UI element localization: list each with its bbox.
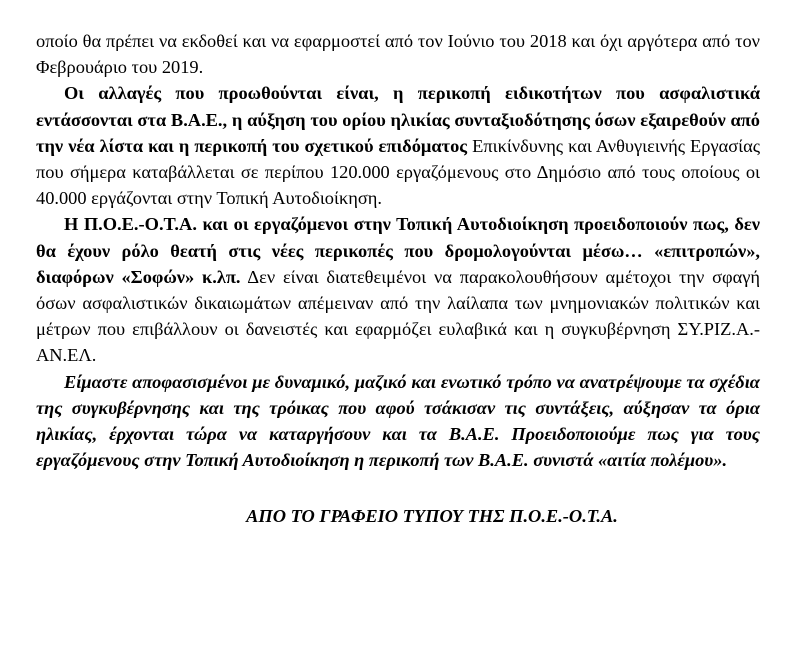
paragraph-3-bold: Η Π.Ο.Ε.-Ο.Τ.Α. και οι εργαζόμενοι στην Τοπική Αυτοδιοίκηση προειδοποιούν πως, δεν θα έχουν ρόλο θεατή στις νέες περικοπές που δρομολογούνται μέσω… «επιτροπών», διαφόρων «Σοφών» κ.λπ. bbox=[36, 214, 760, 287]
press-office-signature: ΑΠΟ ΤΟ ΓΡΑΦΕΙΟ ΤΥΠΟΥ ΤΗΣ Π.Ο.Ε.-Ο.Τ.Α. bbox=[246, 506, 618, 527]
paragraph-2-bold: Οι αλλαγές που προωθούνται είναι, η περικοπή ειδικοτήτων που ασφαλιστικά εντάσσονται στα Β.Α.Ε., η αύξηση του ορίου ηλικίας συνταξιοδότησης όσων εξαιρεθούν από την νέα λίστα και η περικοπή του σχετικού επιδόματος bbox=[36, 83, 760, 156]
paragraph-4-bold-italic: Είμαστε αποφασισμένοι με δυναμικό, μαζικό και ενωτικό τρόπο να ανατρέψουμε τα σχέδια της συγκυβέρνησης και της τρόικας που αφού τσάκισαν τις συντάξεις, αύξησαν τα όρια ηλικίας, έρχονται τώρα να καταργήσουν και τα Β.Α.Ε. Προειδοποιούμε πως για τους εργαζόμενους στην Τοπική Αυτοδιοίκηση η περικοπή των Β.Α.Ε. συνιστά «αιτία πολέμου». bbox=[36, 371, 760, 471]
paragraph-poe-ota-warning bbox=[36, 211, 760, 368]
paragraph-continuation bbox=[36, 28, 760, 80]
document-page bbox=[36, 28, 760, 530]
paragraph-2-normal: Επικίνδυνης και Ανθυγιεινής Εργασίας που σήμερα καταβάλλεται σε περίπου 120.000 εργαζόμενους στο Δημόσιο από τους οποίους οι 40.000 εργάζονται στην Τοπική Αυτοδιοίκηση. bbox=[36, 135, 760, 209]
paragraph-changes bbox=[36, 80, 760, 211]
paragraph-3-normal: Δεν είναι διατεθειμένοι να παρακολουθήσουν αμέτοχοι την σφαγή όσων ασφαλιστικών δικαιωμάτων απέμειναν από την λαίλαπα των μνημονιακών πολιτικών και μέτρων που επιβάλλουν οι δανειστές και εφαρμόζει ευλαβικά και η συγκυβέρνηση ΣΥ.ΡΙΖ.Α.-ΑΝ.ΕΛ. bbox=[36, 266, 761, 366]
paragraph-determination bbox=[36, 369, 760, 474]
paragraph-1-text: οποίο θα πρέπει να εκδοθεί και να εφαρμοστεί από τον Ιούνιο του 2018 και όχι αργότερα από τον Φεβρουάριο του 2019. bbox=[36, 31, 760, 78]
